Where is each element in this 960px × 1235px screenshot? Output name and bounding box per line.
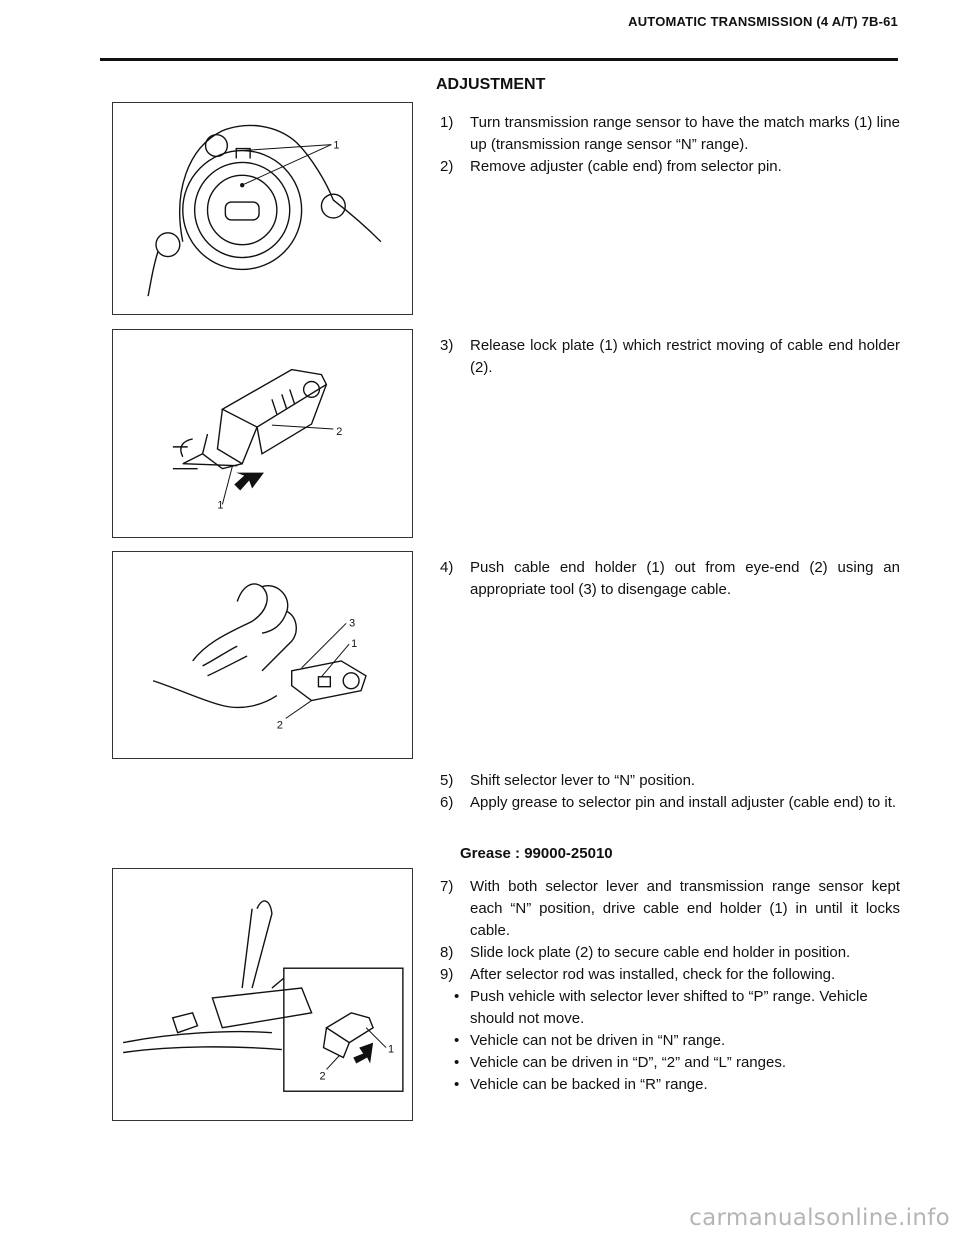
- figure-lock-plate: [112, 329, 413, 538]
- selector-lever-illustration: [113, 869, 412, 1120]
- watermark[interactable]: carmanualsonline.info: [689, 1205, 950, 1231]
- steps-group-2: [440, 335, 900, 379]
- lock-plate-illustration: [113, 330, 412, 537]
- figure3-label-1: 1: [351, 638, 358, 651]
- steps-group-3: [440, 557, 900, 601]
- steps-group-5: [440, 876, 900, 1096]
- step-9: 9) After selector rod was installed, check for the following.: [440, 966, 836, 983]
- header-rule: [100, 58, 898, 61]
- step-3: 3) Release lock plate (1) which restrict moving of cable end holder (2).: [440, 337, 900, 376]
- steps-group-4: [440, 770, 900, 814]
- section-title: ADJUSTMENT: [436, 76, 546, 93]
- step-5: 5) Shift selector lever to “N” position.: [440, 772, 696, 789]
- step-1: 1) Turn transmission range sensor to have the match marks (1) line up (transmission range sensor “N” range).: [440, 114, 900, 153]
- check-item: • Vehicle can not be driven in “N” range.: [454, 1032, 726, 1049]
- step-8: 8) Slide lock plate (2) to secure cable end holder in position.: [440, 944, 851, 961]
- range-sensor-illustration: [113, 103, 412, 314]
- step-7: 7) With both selector lever and transmission range sensor kept each “N” position, drive cable end holder (1) in until it locks cable.: [440, 878, 900, 939]
- check-item: • Vehicle can be backed in “R” range.: [454, 1076, 708, 1093]
- check-item: • Vehicle can be driven in “D”, “2” and “L” ranges.: [454, 1054, 786, 1071]
- figure-push-holder: [112, 551, 413, 759]
- figure4-label-1: 1: [387, 1043, 395, 1056]
- figure-selector-lever: [112, 868, 413, 1121]
- figure3-label-2: 2: [276, 719, 283, 732]
- steps-group-1: [440, 112, 900, 178]
- figure-range-sensor: [112, 102, 413, 315]
- step-2: 2) Remove adjuster (cable end) from selector pin.: [440, 158, 782, 175]
- step-4: 4) Push cable end holder (1) out from eye-end (2) using an appropriate tool (3) to disengage cable.: [440, 559, 900, 598]
- push-holder-illustration: [113, 552, 412, 758]
- step-6: 6) Apply grease to selector pin and install adjuster (cable end) to it.: [440, 794, 897, 811]
- page-header-title: AUTOMATIC TRANSMISSION (4 A/T) 7B-61: [628, 14, 898, 29]
- figure2-label-1: 1: [217, 499, 224, 512]
- figure4-label-2: 2: [319, 1070, 326, 1083]
- check-item: • Push vehicle with selector lever shifted to “P” range. Vehicle should not move.: [454, 988, 868, 1027]
- figure1-label-1: 1: [333, 139, 340, 152]
- figure3-label-3: 3: [349, 617, 356, 630]
- grease-spec: Grease : 99000-25010: [460, 845, 613, 862]
- figure2-label-2: 2: [336, 425, 343, 438]
